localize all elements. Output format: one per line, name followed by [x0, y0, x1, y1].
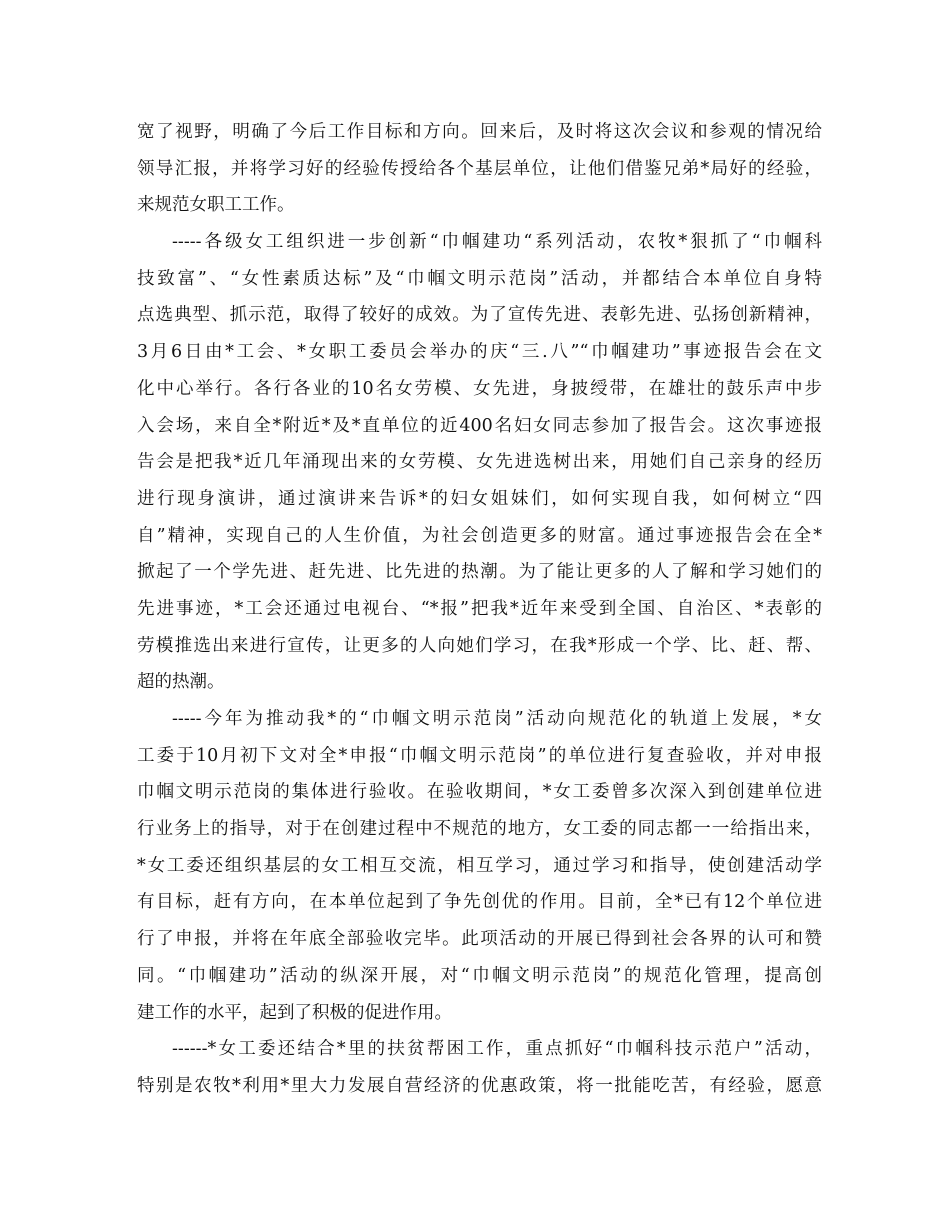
text-line: -----各级女工组织进一步创新“巾帼建功“系列活动，农牧*狠抓了“巾帼科: [172, 232, 822, 253]
text-line: 先进事迹，*工会还通过电视台、“*报”把我*近年来受到全国、自治区、*表彰的: [137, 598, 822, 619]
text-line: 进行现身演讲，通过演讲来告诉*的妇女姐妹们，如何实现自我，如何树立“四: [137, 488, 822, 509]
text-line: ------*女工委还结合*里的扶贫帮困工作，重点抓好“巾帼科技示范户”活动，: [172, 1039, 822, 1060]
text-line: 入会场，来自全*附近*及*直单位的近400名妇女同志参加了报告会。这次事迹报: [137, 415, 822, 436]
text-line: 3月6日由*工会、*女职工委员会举办的庆“三.八”“巾帼建功”事迹报告会在文: [137, 342, 822, 363]
text-line: 来规范女职工工作。: [137, 195, 295, 216]
text-line: 超的热潮。: [137, 672, 225, 693]
text-line: 自”精神，实现自己的人生价值，为社会创造更多的财富。通过事迹报告会在全*: [137, 525, 822, 546]
text-line: 行了申报，并将在年底全部验收完毕。此项活动的开展已得到社会各界的认可和赞: [137, 929, 822, 950]
text-line: 掀起了一个学先进、赶先进、比先进的热潮。为了能让更多的人了解和学习她们的: [137, 562, 822, 583]
document-body: [137, 114, 822, 1105]
text-line: 行业务上的指导，对于在创建过程中不规范的地方，女工委的同志都一一给指出来，: [137, 819, 822, 840]
text-line: 劳模推选出来进行宣传，让更多的人向她们学习，在我*形成一个学、比、赶、帮、: [137, 635, 822, 656]
text-line: 工委于10月初下文对全*申报“巾帼文明示范岗”的单位进行复查验收，并对申报: [137, 745, 822, 766]
text-line: 化中心举行。各行各业的10名女劳模、女先进，身披绶带，在雄壮的鼓乐声中步: [137, 378, 822, 399]
text-line: 宽了视野，明确了今后工作目标和方向。回来后，及时将这次会议和参观的情况给: [137, 122, 822, 142]
text-line: 巾帼文明示范岗的集体进行验收。在验收期间，*女工委曾多次深入到创建单位进: [137, 782, 822, 803]
text-line: -----今年为推动我*的“巾帼文明示范岗”活动向规范化的轨道上发展，*女: [172, 709, 822, 729]
text-line: 告会是把我*近几年涌现出来的女劳模、女先进选树出来，用她们自己亲身的经历: [137, 452, 822, 473]
text-line: 特别是农牧*利用*里大力发展自营经济的优惠政策，将一批能吃苦，有经验，愿意: [137, 1075, 822, 1096]
text-line: *女工委还组织基层的女工相互交流，相互学习，通过学习和指导，使创建活动学: [137, 855, 822, 876]
text-line: 同。“巾帼建功”活动的纵深开展，对“巾帼文明示范岗”的规范化管理，提高创: [137, 965, 822, 986]
text-line: 有目标，赶有方向，在本单位起到了争先创优的作用。目前，全*已有12个单位进: [137, 892, 822, 913]
text-line: 领导汇报，并将学习好的经验传授给各个基层单位，让他们借鉴兄弟*局好的经验，: [137, 158, 822, 179]
text-line: 点选典型、抓示范，取得了较好的成效。为了宣传先进、表彰先进、弘扬创新精神，: [137, 305, 822, 326]
text-line: 建工作的水平，起到了积极的促进作用。: [137, 1002, 452, 1023]
text-line: 技致富”、“女性素质达标”及“巾帼文明示范岗”活动，并都结合本单位自身特: [137, 268, 822, 289]
